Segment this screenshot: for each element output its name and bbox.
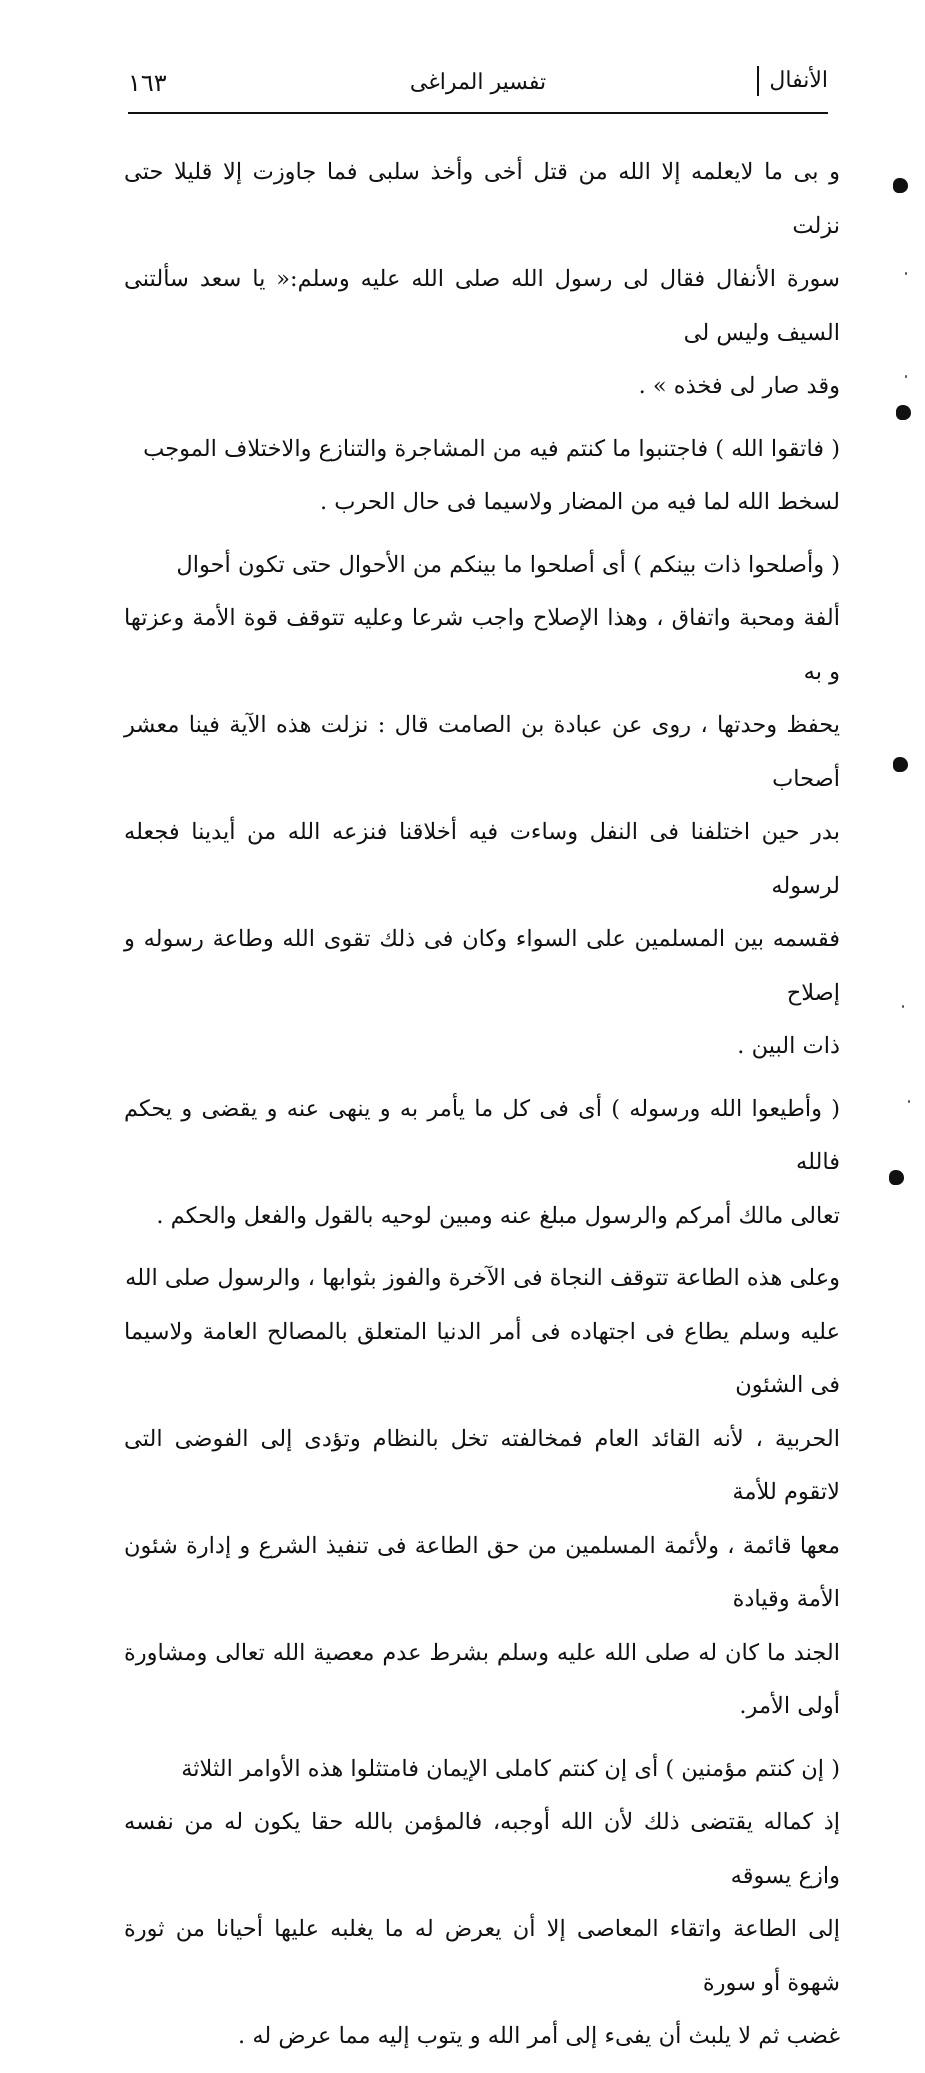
book-title: تفسير المراغى (409, 70, 547, 95)
text-line: غضب ثم لا يلبث أن يفىء إلى أمر الله و يتوب إليه مما عرض له . (238, 2023, 840, 2049)
text-line: سورة الأنفال فقال لى رسول الله صلى الله عليه وسلم:« يا سعد سألتنى السيف وليس لى (124, 266, 840, 346)
scan-hole-mark (896, 405, 911, 420)
text-line: وعلى هذه الطاعة تتوقف النجاة فى الآخرة والفوز بثوابها ، والرسول صلى الله (125, 1265, 840, 1291)
page-number: ١٦٣ (128, 69, 167, 97)
text-line: ألفة ومحبة واتفاق ، وهذا الإصلاح واجب شرعا وعليه تتوقف قوة الأمة وعزتها و به (124, 605, 840, 685)
text-line: عليه وسلم يطاع فى اجتهاده فى أمر الدنيا المتعلق بالمصالح العامة ولاسيما فى الشئون (124, 1318, 840, 1398)
chapter-title: الأنفال (757, 66, 828, 96)
text-line: الجند ما كان له صلى الله عليه وسلم بشرط عدم معصية الله تعالى ومشاورة أولى الأمر. (124, 1639, 840, 1719)
page-header (128, 62, 828, 114)
paragraph (124, 1083, 840, 1244)
text-line: بدر حين اختلفنا فى النفل وساءت فيه أخلاقنا فنزعه الله من أيدينا فجعله لرسوله (124, 819, 840, 899)
scan-speck (908, 1100, 910, 1103)
text-line: يحفظ وحدتها ، روى عن عبادة بن الصامت قال : نزلت هذه الآية فينا معشر أصحاب (124, 712, 840, 792)
paragraph (124, 539, 840, 1074)
text-line: و بى ما لايعلمه إلا الله من قتل أخى وأخذ سلبى فما جاوزت إلا قليلا حتى نزلت (124, 159, 840, 239)
text-line: ( فاتقوا الله ) فاجتنبوا ما كنتم فيه من المشاجرة والتنازع والاختلاف الموجب (143, 435, 840, 462)
text-line: إذ كماله يقتضى ذلك لأن الله أوجبه، فالمؤمن بالله حقا يكون له من نفسه وازع يسوقه (124, 1809, 840, 1889)
paragraph (124, 1252, 840, 1734)
scan-speck (902, 1005, 904, 1008)
paragraph (124, 1743, 840, 2064)
paragraph (124, 146, 840, 414)
text-line: ( إن كنتم مؤمنين ) أى إن كنتم كاملى الإيمان فامتثلوا هذه الأوامر الثلاثة (181, 1755, 840, 1782)
scan-speck (905, 375, 907, 378)
text-line: معها قائمة ، ولأئمة المسلمين من حق الطاعة فى تنفيذ الشرع و إدارة شئون الأمة وقيادة (124, 1532, 840, 1612)
header-rule (128, 112, 828, 114)
text-line: إلى الطاعة واتقاء المعاصى إلا أن يعرض له ما يغلبه عليها أحيانا من ثورة شهوة أو سورة (124, 1916, 840, 1996)
text-line: ( وأصلحوا ذات بينكم ) أى أصلحوا ما بينكم من الأحوال حتى تكون أحوال (176, 551, 840, 578)
text-line: لسخط الله لما فيه من المضار ولاسيما فى حال الحرب . (319, 489, 840, 515)
text-line: فقسمه بين المسلمين على السواء وكان فى ذلك تقوى الله وطاعة رسوله و إصلاح (124, 926, 840, 1006)
text-line: ( وأطيعوا الله ورسوله ) أى فى كل ما يأمر به و ينهى عنه و يقضى و يحكم فالله (124, 1095, 840, 1175)
text-line: وقد صار لى فخذه » . (638, 373, 840, 399)
paragraph (124, 423, 840, 530)
scan-hole-mark (889, 1170, 904, 1185)
scan-speck (905, 272, 907, 275)
body-text (124, 146, 840, 2073)
scan-hole-mark (893, 757, 908, 772)
scan-hole-mark (893, 178, 908, 193)
text-line: ذات البين . (737, 1033, 840, 1059)
text-line: الحربية ، لأنه القائد العام فمخالفته تخل بالنظام وتؤدى إلى الفوضى التى لاتقوم للأمة (124, 1425, 840, 1505)
text-line: تعالى مالك أمركم والرسول مبلغ عنه ومبين لوحيه بالقول والفعل والحكم . (156, 1202, 840, 1229)
